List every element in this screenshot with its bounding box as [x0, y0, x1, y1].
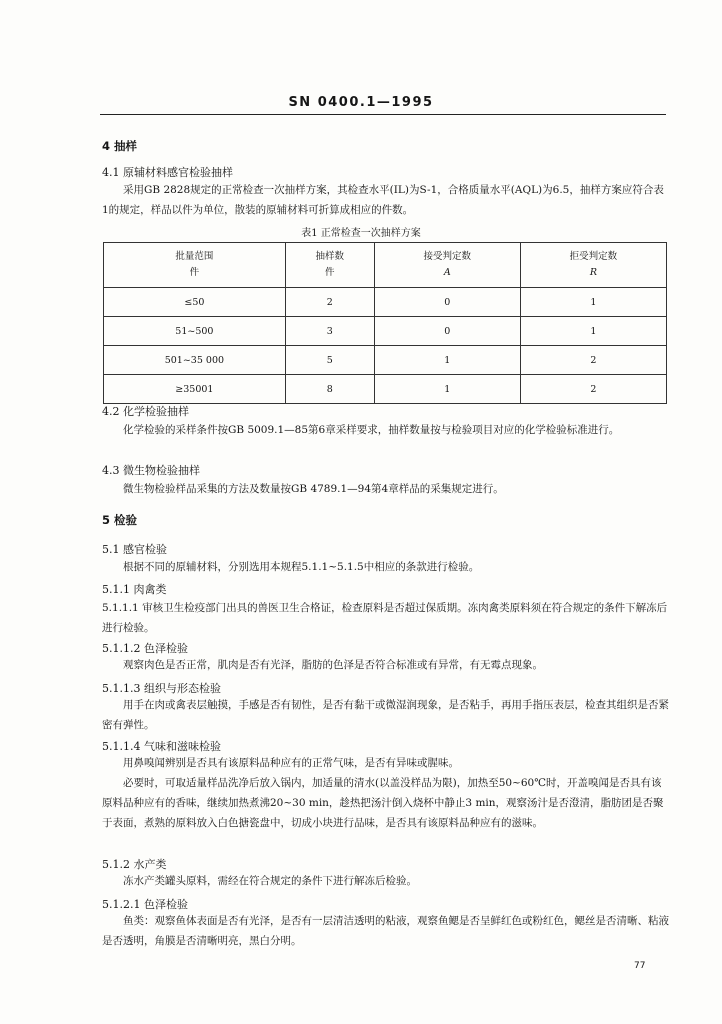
section-5-1-1-4-text-1: 用鼻嗅闻辨别是否具有该原料品种应有的正常气味，是否有异味或腥味。 — [123, 757, 459, 769]
section-5-1-1-1-body: 审核卫生检疫部门出具的兽医卫生合格证，检查原料是否超过保质期。冻肉禽类原料须在符合规定的条件下解冻后进行检验。 — [102, 602, 668, 634]
section-5-1-1-1-number: 5.1.1.1 — [102, 602, 143, 614]
section-5-title: 5 检验 — [102, 513, 138, 527]
cell-accept: 1 — [374, 346, 520, 375]
cell-reject: 1 — [520, 317, 666, 346]
section-5-1-2-text: 冻水产类罐头原料，需经在符合规定的条件下进行解冻后检验。 — [123, 875, 417, 887]
section-4-title: 4 抽样 — [102, 139, 138, 153]
table-row — [104, 375, 667, 404]
table-row — [104, 317, 667, 346]
table-row — [104, 288, 667, 317]
cell-accept: 0 — [374, 288, 520, 317]
header-accept-number: 接受判定数 A — [374, 243, 520, 288]
header-batch-range: 批量范围 件 — [104, 243, 286, 288]
section-5-1-2-1-text: 鱼类：观察鱼体表面是否有光泽，是否有一层清洁透明的粘液，观察鱼鳃是否呈鲜红色或粉红色，鳃丝是否清晰、粘液是否透明，角膜是否清晰明亮，黑白分明。 — [102, 915, 669, 947]
section-5-1-1-2-text: 观察肉色是否正常，肌肉是否有光泽，脂肪的色泽是否符合标准或有异常，有无霉点现象。 — [123, 659, 543, 671]
standard-header: SN 0400.1—1995 — [288, 95, 434, 110]
cell-sample: 8 — [285, 375, 374, 404]
section-5-1-2-1-heading: 5.1.2.1 色泽检验 — [102, 898, 188, 911]
table-header-row — [104, 243, 667, 288]
cell-reject: 2 — [520, 375, 666, 404]
section-5-1-1-4-heading: 5.1.1.4 气味和滋味检验 — [102, 740, 221, 753]
section-5-1-1-4-text-2: 必要时，可取适量样品洗净后放入锅内，加适量的清水(以盖没样品为限)，加热至50~60℃时，开盖嗅闻是否具有该原料品种应有的香味，继续加热煮沸20~30 min，趁热把汤汁倒入烧杯中静止3 min，观察汤汁是否澄清，脂肪团是否聚于表面，煮熟的原料放入白色搪瓷盘中，切成小块进行品味，是否具有该原料品种应有的滋味。 — [102, 777, 664, 829]
cell-range: 51~500 — [104, 317, 286, 346]
table-1-caption: 表1 正常检查一次抽样方案 — [301, 228, 421, 239]
section-4-1-heading: 4.1 原辅材料感官检验抽样 — [102, 166, 233, 179]
cell-reject: 1 — [520, 288, 666, 317]
section-4-1-text: 采用GB 2828规定的正常检查一次抽样方案，其检查水平(IL)为S-1，合格质量水平(AQL)为6.5，抽样方案应符合表1的规定，样品以件为单位，散装的原辅材料可折算成相应的件数。 — [102, 184, 664, 216]
section-5-1-2-heading: 5.1.2 水产类 — [102, 858, 167, 871]
cell-accept: 1 — [374, 375, 520, 404]
section-5-1-1-3-text: 用手在肉或禽表层触摸，手感是否有韧性，是否有黏干或微湿润现象，是否粘手，再用手指压表层，检查其组织是否紧密有弹性。 — [102, 699, 669, 731]
section-5-1-heading: 5.1 感官检验 — [102, 543, 167, 556]
cell-range: ≥35001 — [104, 375, 286, 404]
cell-reject: 2 — [520, 346, 666, 375]
section-4-3-heading: 4.3 微生物检验抽样 — [102, 464, 200, 477]
table-row — [104, 346, 667, 375]
cell-range: ≤50 — [104, 288, 286, 317]
page-number: 77 — [634, 961, 646, 971]
section-4-2-text: 化学检验的采样条件按GB 5009.1—85第6章采样要求，抽样数量按与检验项目对应的化学检验标准进行。 — [123, 424, 620, 436]
header-sample-size: 抽样数 件 — [285, 243, 374, 288]
section-5-1-text: 根据不同的原辅材料，分别选用本规程5.1.1~5.1.5中相应的条款进行检验。 — [123, 561, 480, 573]
cell-range: 501~35 000 — [104, 346, 286, 375]
cell-sample: 5 — [285, 346, 374, 375]
cell-sample: 3 — [285, 317, 374, 346]
section-4-2-heading: 4.2 化学检验抽样 — [102, 405, 189, 418]
header-rule — [100, 114, 666, 115]
cell-sample: 2 — [285, 288, 374, 317]
section-5-1-1-1-text — [102, 598, 670, 638]
section-4-3-text: 微生物检验样品采集的方法及数量按GB 4789.1—94第4章样品的采集规定进行。 — [123, 483, 504, 495]
header-reject-number: 拒受判定数 R — [520, 243, 666, 288]
cell-accept: 0 — [374, 317, 520, 346]
section-5-1-1-3-heading: 5.1.1.3 组织与形态检验 — [102, 682, 221, 695]
section-5-1-1-heading: 5.1.1 肉禽类 — [102, 583, 167, 596]
section-5-1-1-2-heading: 5.1.1.2 色泽检验 — [102, 642, 188, 655]
sampling-table — [103, 242, 667, 404]
